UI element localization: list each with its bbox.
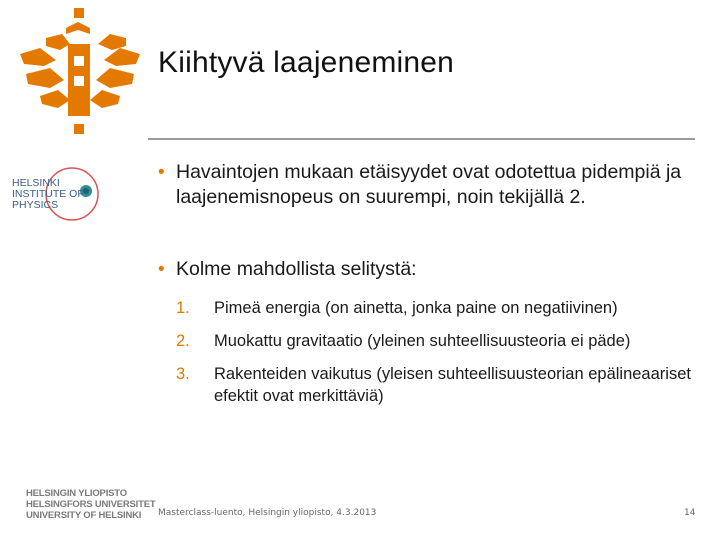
title-divider [148, 138, 695, 140]
list-item [176, 330, 698, 352]
bullet-text: Kolme mahdollista selitystä: [176, 258, 417, 280]
list-item [176, 297, 698, 319]
university-flame-logo [6, 4, 154, 144]
hip-logo-line-3: PHYSICS [12, 199, 59, 211]
bullet-marker: • [158, 259, 165, 280]
list-item-number: 1. [176, 299, 190, 317]
university-name-fi: HELSINGIN YLIOPISTO [26, 488, 127, 499]
list-item-number: 2. [176, 332, 190, 350]
list-item-number: 3. [176, 365, 190, 383]
slide-body [158, 160, 698, 418]
hip-logo-line-1: HELSINKI [12, 177, 60, 189]
bullet-text: Havaintojen mukaan etäisyydet ovat odotettua pidempiä ja laajenemisnopeus on suurempi, noin tekijällä 2. [176, 161, 682, 208]
bullet-observations [158, 160, 698, 210]
footer-text: Masterclass-luento, Helsingin yliopisto, 4.3.2013 [158, 508, 377, 518]
list-item-text: Muokattu gravitaatio (yleinen suhteellisuusteoria ei päde) [214, 332, 631, 350]
bullet-marker: • [158, 162, 165, 183]
university-name-sv: HELSINGFORS UNIVERSITET [26, 499, 156, 510]
list-item-text: Rakenteiden vaikutus (yleisen suhteellisuusteorian epälineaariset efektit ovat merkittäviä) [214, 365, 691, 405]
page-number: 14 [684, 508, 696, 518]
bullet-explanations [158, 257, 698, 282]
slide-title: Kiihtyvä laajeneminen [158, 46, 455, 79]
list-item [176, 363, 698, 407]
list-item-text: Pimeä energia (on ainetta, jonka paine on negatiivinen) [214, 299, 618, 317]
hip-logo [10, 156, 118, 226]
university-name-en: UNIVERSITY OF HELSINKI [26, 510, 142, 521]
hip-logo-line-2: INSTITUTE OF [12, 188, 84, 200]
explanations-list [158, 297, 698, 407]
university-wordmark [26, 488, 156, 521]
